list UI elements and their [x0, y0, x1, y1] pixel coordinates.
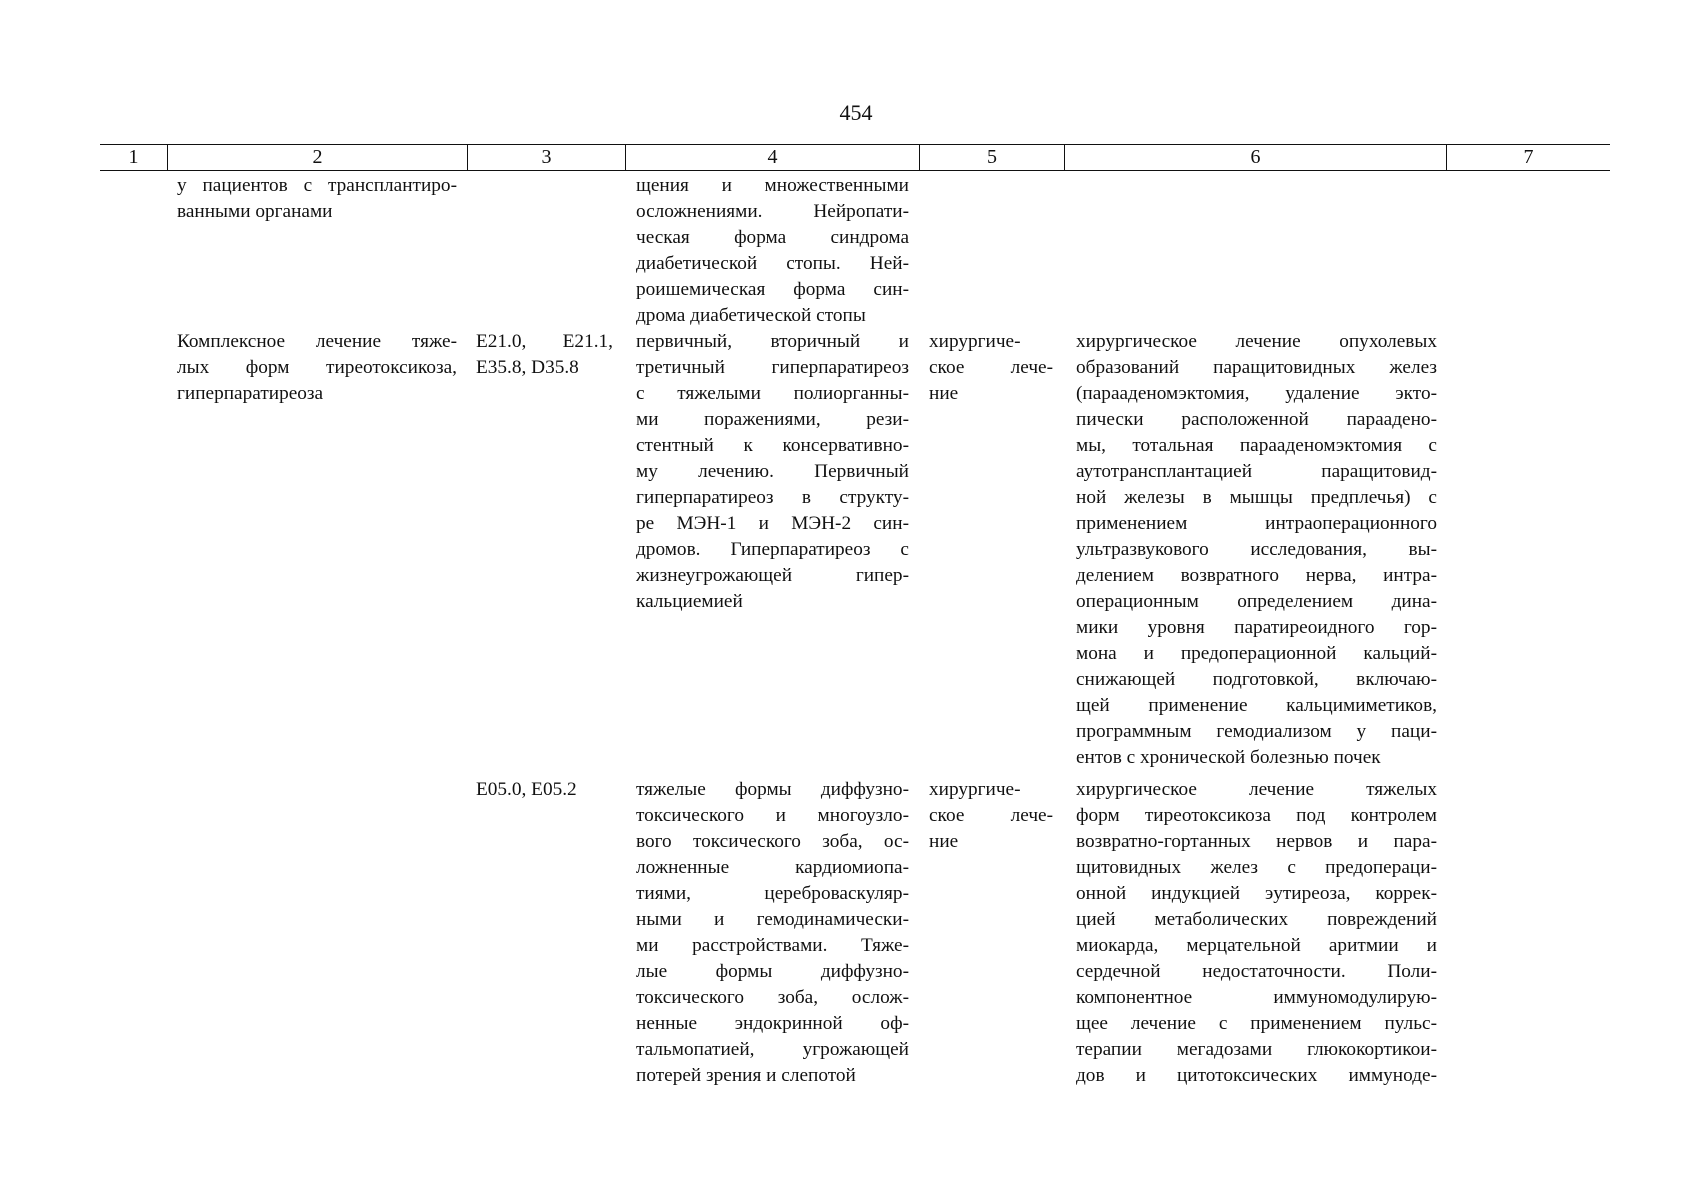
text-line: ными и гемодинамически-	[636, 909, 909, 930]
text-line: щения и множественными	[636, 175, 909, 196]
text-line: применением интраоперационного	[1076, 513, 1437, 534]
text-line: третичный гиперпаратиреоз	[636, 357, 909, 378]
text-line: лых форм тиреотоксикоза,	[177, 357, 457, 378]
row-hyperpara-col4	[636, 329, 909, 615]
text-line: кальциемией	[636, 591, 743, 612]
text-line: форм тиреотоксикоза под контролем	[1076, 805, 1437, 826]
text-line: му лечению. Первичный	[636, 461, 909, 482]
row-continuation-col2	[177, 173, 457, 225]
text-line: хирургиче-	[929, 331, 1021, 352]
text-line: снижающей подготовкой, включаю-	[1076, 669, 1437, 690]
text-line: ентов с хронической болезнью почек	[1076, 747, 1381, 768]
text-line: онной индукцией эутиреоза, коррек-	[1076, 883, 1437, 904]
text-line: дрома диабетической стопы	[636, 305, 866, 326]
text-line: потерей зрения и слепотой	[636, 1065, 856, 1086]
text-line: E35.8, D35.8	[476, 357, 579, 378]
text-line: делением возвратного нерва, интра-	[1076, 565, 1437, 586]
header-col-6: 6	[1064, 145, 1446, 170]
text-line: жизнеугрожающей гипер-	[636, 565, 909, 586]
text-line: ское лече-	[929, 805, 1053, 826]
text-line: ское лече-	[929, 357, 1053, 378]
text-line: хирургическое лечение тяжелых	[1076, 779, 1437, 800]
text-line: сердечной недостаточности. Поли-	[1076, 961, 1437, 982]
row-hyperpara-col5	[929, 329, 1053, 407]
row-thyro-col4	[636, 777, 909, 1089]
text-line: вого токсического зоба, ос-	[636, 831, 909, 852]
text-line: первичный, вторичный и	[636, 331, 909, 352]
header-col-5: 5	[919, 145, 1064, 170]
text-line: ми поражениями, рези-	[636, 409, 909, 430]
header-col-2: 2	[167, 145, 467, 170]
text-line: ре МЭН-1 и МЭН-2 син-	[636, 513, 909, 534]
header-col-3: 3	[467, 145, 625, 170]
text-line: диабетической стопы. Ней-	[636, 253, 909, 274]
text-line: хирургиче-	[929, 779, 1021, 800]
text-line: мона и предоперационной кальций-	[1076, 643, 1437, 664]
header-col-1: 1	[128, 146, 139, 168]
text-line: стентный к консервативно-	[636, 435, 909, 456]
text-line: цией метаболических повреждений	[1076, 909, 1437, 930]
text-line: роишемическая форма син-	[636, 279, 909, 300]
text-line: токсического и многоузло-	[636, 805, 909, 826]
text-line: ложненные кардиомиопа-	[636, 857, 909, 878]
text-line: E21.0, E21.1,	[476, 331, 613, 352]
text-line: ной железы в мышцы предплечья) с	[1076, 487, 1437, 508]
text-line: гиперпаратиреоз в структу-	[636, 487, 909, 508]
row-thyro-col6	[1076, 777, 1437, 1089]
text-line: тальмопатией, угрожающей	[636, 1039, 909, 1060]
text-line: лые формы диффузно-	[636, 961, 909, 982]
text-line: токсического зоба, ослож-	[636, 987, 909, 1008]
text-line: ние	[929, 831, 959, 852]
text-line: дромов. Гиперпаратиреоз с	[636, 539, 909, 560]
text-line: дов и цитотоксических иммуноде-	[1076, 1065, 1437, 1086]
text-line: ческая форма синдрома	[636, 227, 909, 248]
header-col-7: 7	[1446, 145, 1610, 170]
text-line: ми расстройствами. Тяже-	[636, 935, 909, 956]
text-line: ультразвукового исследования, вы-	[1076, 539, 1437, 560]
text-line: миокарда, мерцательной аритмии и	[1076, 935, 1437, 956]
text-line: ние	[929, 383, 959, 404]
page-number: 454	[839, 100, 873, 125]
text-line: щитовидных желез с предопераци-	[1076, 857, 1437, 878]
text-line: щей применение кальцимиметиков,	[1076, 695, 1437, 716]
row-hyperpara-col6	[1076, 329, 1437, 771]
text-line: у пациентов с трансплантиро-	[177, 175, 457, 196]
text-line: E05.0, E05.2	[476, 779, 577, 800]
text-line: тиями, цереброваскуляр-	[636, 883, 909, 904]
text-line: осложнениями. Нейропати-	[636, 201, 909, 222]
text-line: терапии мегадозами глюкокортикои-	[1076, 1039, 1437, 1060]
text-line: ванными органами	[177, 201, 333, 222]
text-line: компонентное иммуномодулирую-	[1076, 987, 1437, 1008]
text-line: ненные эндокринной оф-	[636, 1013, 909, 1034]
table-header-row	[100, 144, 1610, 171]
text-line: (парааденомэктомия, удаление экто-	[1076, 383, 1437, 404]
row-continuation-col4	[636, 173, 909, 329]
text-line: щее лечение с применением пульс-	[1076, 1013, 1437, 1034]
text-line: возвратно-гортанных нервов и пара-	[1076, 831, 1437, 852]
text-line: с тяжелыми полиорганны-	[636, 383, 909, 404]
text-line: мики уровня паратиреоидного гор-	[1076, 617, 1437, 638]
row-thyro-col3	[476, 777, 613, 803]
text-line: гиперпаратиреоза	[177, 383, 324, 404]
text-line: аутотрансплантацией паращитовид-	[1076, 461, 1437, 482]
text-line: мы, тотальная парааденомэктомия с	[1076, 435, 1437, 456]
row-hyperpara-col2	[177, 329, 457, 407]
row-hyperpara-col3	[476, 329, 613, 381]
row-thyro-col5	[929, 777, 1053, 855]
text-line: хирургическое лечение опухолевых	[1076, 331, 1437, 352]
text-line: операционным определением дина-	[1076, 591, 1437, 612]
text-line: образований паращитовидных желез	[1076, 357, 1437, 378]
text-line: пически расположенной парааденo-	[1076, 409, 1437, 430]
text-line: Комплексное лечение тяже-	[177, 331, 457, 352]
header-col-4: 4	[625, 145, 919, 170]
text-line: тяжелые формы диффузно-	[636, 779, 909, 800]
text-line: программным гемодиализом у паци-	[1076, 721, 1437, 742]
